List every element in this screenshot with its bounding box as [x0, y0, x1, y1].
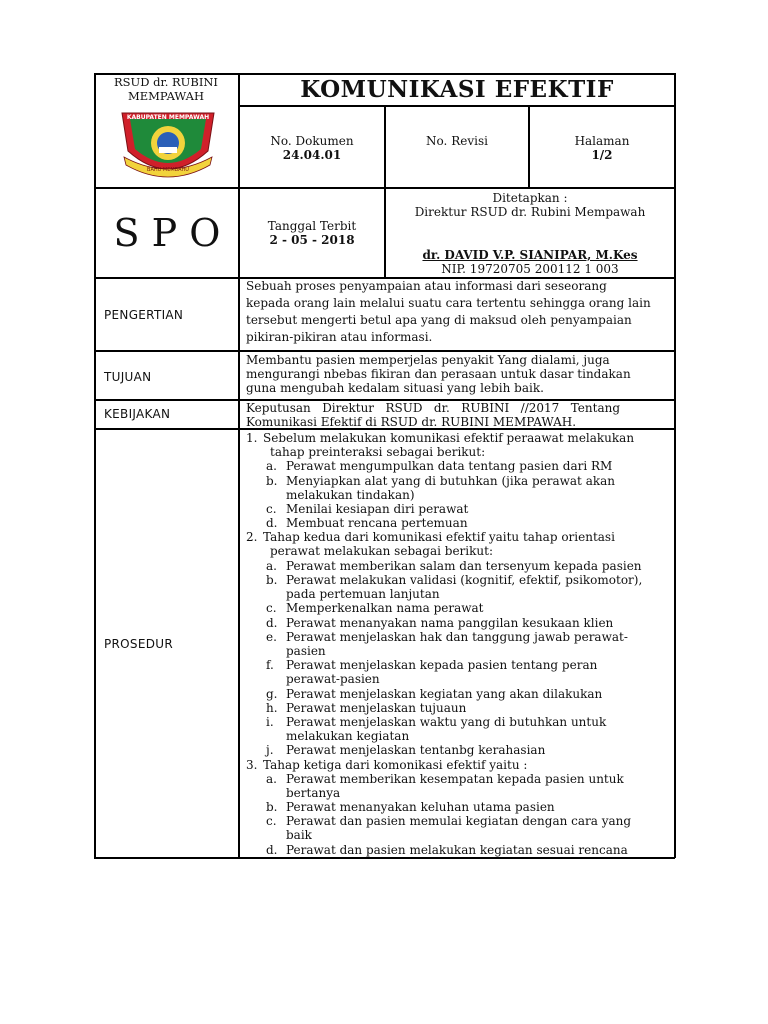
procedure-marker: i.	[266, 715, 274, 729]
procedure-marker: b.	[266, 573, 278, 587]
procedure-substep	[266, 658, 671, 686]
procedure-marker: 2.	[246, 530, 258, 545]
procedure-substep	[266, 630, 671, 658]
procedure-text: melakukan kegiatan	[286, 729, 410, 743]
divider-pengertian	[94, 350, 675, 352]
procedure-text: perawat-pasien	[286, 672, 380, 687]
pengertian-label: PENGERTIAN	[104, 308, 184, 322]
tujuan-line: guna mengubah kedalam situasi yang lebih baik.	[246, 381, 544, 395]
kabupaten-mempawah-logo	[116, 107, 220, 179]
procedure-substep	[266, 715, 671, 743]
procedure-text: Tahap ketiga dari komonikasi efektif yaitu :	[263, 757, 528, 772]
director-nip: NIP. 19720705 200112 1 003	[441, 262, 619, 276]
divider-col-label	[238, 73, 240, 858]
procedure-text: perawat melakukan sebagai berikut:	[270, 544, 493, 559]
procedure-marker: c.	[266, 601, 277, 616]
divider-title	[238, 105, 675, 107]
procedure-text: Perawat menjelaskan tujuaun	[286, 700, 467, 715]
procedure-marker: j.	[266, 743, 274, 758]
procedure-marker: a.	[266, 771, 277, 786]
procedure-marker: d.	[266, 842, 278, 857]
revision-label: No. Revisi	[426, 134, 488, 148]
procedure-marker: d.	[266, 615, 278, 630]
procedure-text: Perawat menjelaskan hak dan tanggung jawab perawat-	[286, 629, 628, 644]
hospital-name: RSUD dr. RUBINI MEMPAWAH	[114, 75, 218, 103]
border-bottom	[94, 857, 675, 859]
procedure-text: Memperkenalkan nama perawat	[286, 601, 484, 616]
prosedur-label: PROSEDUR	[104, 637, 173, 651]
procedure-substep	[266, 616, 671, 630]
border-right	[674, 73, 676, 858]
procedure-marker: f.	[266, 658, 274, 673]
page-value: 1/2	[591, 148, 613, 162]
logo-bottom-text: BAHU MEMBAHU	[147, 167, 189, 173]
procedure-substep	[266, 772, 671, 800]
logo-top-text: KABUPATEN MEMPAWAH	[126, 114, 210, 121]
kebijakan-label: KEBIJAKAN	[104, 407, 171, 421]
procedure-text: bertanya	[286, 785, 341, 800]
doc-number-label: No. Dokumen	[270, 134, 354, 148]
procedure-text: Menilai kesiapan diri perawat	[286, 502, 469, 516]
procedure-text: baik	[286, 828, 312, 843]
pengertian-line: Sebuah proses penyampaian atau informasi dari seseorang	[246, 279, 607, 293]
procedure-substep	[266, 814, 671, 842]
tujuan-line: mengurangi nbebas fikiran dan perasaan untuk dasar tindakan	[246, 367, 631, 381]
procedure-text: Perawat melakukan validasi (kognitif, efektif, psikomotor),	[286, 573, 643, 587]
procedure-text: Sebelum melakukan komunikasi efektif peraawat melakukan	[263, 431, 635, 445]
procedure-text: Perawat memberikan salam dan tersenyum kepada pasien	[286, 558, 642, 573]
procedure-substep	[266, 559, 671, 573]
procedure-text: Perawat menjelaskan tentanbg kerahasian	[286, 743, 546, 758]
pengertian-line: kepada orang lain melalui suatu cara tertentu sehingga orang lain	[246, 296, 651, 310]
procedure-text: tahap preinteraksi sebagai berikut:	[270, 445, 486, 459]
procedure-substep	[266, 459, 671, 473]
pengertian-line: pikiran-pikiran atau informasi.	[246, 330, 433, 344]
procedure-marker: 1.	[246, 431, 258, 445]
procedure-text: Perawat menjelaskan kegiatan yang akan dilakukan	[286, 686, 603, 701]
procedure-substep	[266, 701, 671, 715]
procedure-marker: c.	[266, 814, 277, 829]
procedure-marker: e.	[266, 629, 277, 644]
procedure-step	[246, 431, 671, 459]
procedure-text: Perawat menjelaskan kepada pasien tentang peran	[286, 658, 598, 673]
procedure-text: Perawat mengumpulkan data tentang pasien dari RM	[286, 459, 613, 474]
document-title: KOMUNIKASI EFEKTIF	[300, 76, 614, 103]
publish-date-label: Tanggal Terbit	[267, 219, 357, 233]
procedure-marker: b.	[266, 800, 278, 815]
procedure-marker: h.	[266, 700, 278, 715]
procedure-text: Perawat dan pasien memulai kegiatan dengan cara yang	[286, 814, 632, 829]
procedure-substep	[266, 601, 671, 615]
tujuan-label: TUJUAN	[104, 370, 152, 384]
procedure-marker: c.	[266, 502, 277, 516]
procedure-substep	[266, 743, 671, 757]
procedure-substep	[266, 502, 671, 516]
procedure-text: Perawat menanyakan keluhan utama pasien	[286, 800, 555, 815]
prosedur-list	[246, 431, 671, 856]
procedure-text: Menyiapkan alat yang di butuhkan (jika perawat akan	[286, 473, 615, 488]
procedure-text: pada pertemuan lanjutan	[286, 587, 440, 601]
procedure-substep	[266, 687, 671, 701]
procedure-marker: d.	[266, 516, 278, 531]
procedure-substep	[266, 474, 671, 502]
procedure-marker: b.	[266, 473, 278, 488]
pengertian-text	[246, 278, 671, 346]
procedure-substep	[266, 516, 671, 530]
publish-date-value: 2 - 05 - 2018	[269, 233, 355, 247]
procedure-text: melakukan tindakan)	[286, 487, 415, 502]
procedure-substep	[266, 800, 671, 814]
procedure-text: Membuat rencana pertemuan	[286, 516, 468, 531]
director-name: dr. DAVID V.P. SIANIPAR, M.Kes	[422, 248, 638, 262]
pengertian-line: tersebut mengerti betul apa yang di maksud oleh penyampaian	[246, 313, 632, 327]
director-role: Direktur RSUD dr. Rubini Mempawah	[414, 205, 646, 219]
procedure-text: Perawat dan pasien melakukan kegiatan sesuai rencana	[286, 842, 628, 857]
ditetapkan-label: Ditetapkan :	[492, 191, 568, 205]
page-label: Halaman	[574, 134, 630, 148]
kebijakan-line: Keputusan Direktur RSUD dr. RUBINI //2017 Tentang	[246, 401, 621, 415]
kebijakan-text	[246, 401, 671, 429]
procedure-text: Perawat memberikan kesempatan kepada pasien untuk	[286, 771, 624, 786]
procedure-step	[246, 530, 671, 558]
procedure-text: Tahap kedua dari komunikasi efektif yaitu tahap orientasi	[263, 530, 615, 545]
spo-label: S P O	[113, 211, 221, 255]
procedure-text: pasien	[286, 643, 326, 658]
tujuan-line: Membantu pasien memperjelas penyakit Yang dialami, juga	[246, 353, 610, 367]
procedure-text: Perawat menjelaskan waktu yang di butuhkan untuk	[286, 715, 607, 729]
procedure-marker: a.	[266, 558, 277, 573]
doc-number-value: 24.04.01	[282, 148, 342, 162]
procedure-text: Perawat menanyakan nama panggilan kesukaan klien	[286, 615, 614, 630]
kebijakan-line: Komunikasi Efektif di RSUD dr. RUBINI MEMPAWAH.	[246, 415, 577, 429]
procedure-marker: g.	[266, 686, 278, 701]
procedure-substep	[266, 843, 671, 857]
procedure-substep	[266, 573, 671, 601]
tujuan-text	[246, 353, 671, 395]
procedure-step	[246, 758, 671, 772]
procedure-marker: 3.	[246, 757, 258, 772]
border-left	[94, 73, 96, 858]
procedure-marker: a.	[266, 459, 277, 474]
